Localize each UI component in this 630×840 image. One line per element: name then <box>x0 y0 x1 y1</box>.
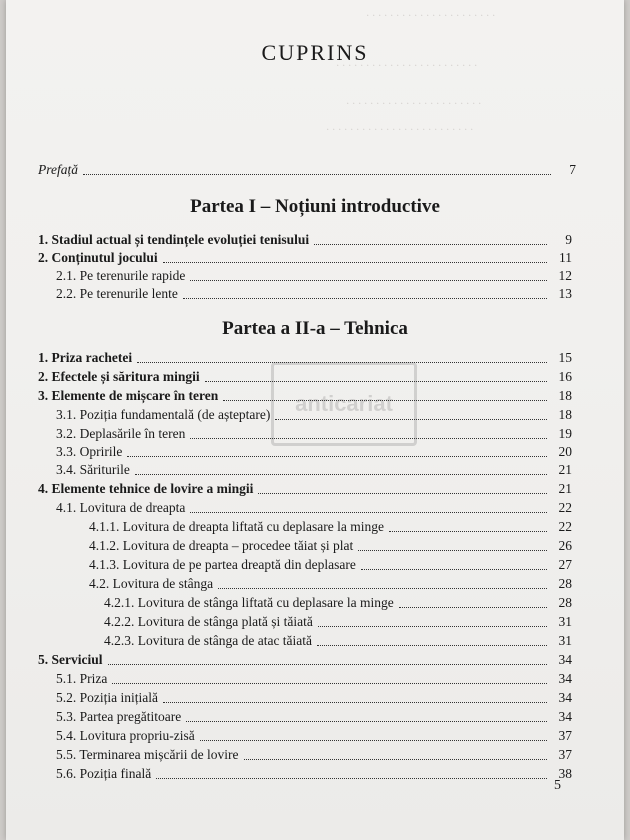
toc-label: 5.2. Poziția inițială <box>56 690 158 705</box>
show-through-text: · · · · · · · · · · · · · · · · · · · · · · · <box>346 96 481 110</box>
leader-dots <box>318 626 547 627</box>
toc-entry <box>38 652 572 668</box>
toc-label: 2. Conținutul jocului <box>38 250 158 265</box>
leader-dots <box>389 531 547 532</box>
toc-page: 21 <box>558 481 572 496</box>
toc-entry <box>38 481 572 497</box>
toc-label: 5.5. Terminarea mișcării de lovire <box>56 747 239 762</box>
toc-label: 4.1. Lovitura de dreapta <box>56 500 186 515</box>
leader-dots <box>399 607 547 608</box>
toc-entry <box>56 268 572 284</box>
toc-entry <box>56 444 572 460</box>
toc-page: 9 <box>565 232 572 247</box>
toc-page: 20 <box>558 444 572 459</box>
toc-entry <box>89 557 572 573</box>
leader-dots <box>190 280 547 281</box>
toc-page: 37 <box>558 747 572 762</box>
book-page <box>6 0 624 840</box>
leader-dots <box>190 512 547 513</box>
toc-page: 7 <box>569 162 576 177</box>
toc-label: 4.1.3. Lovitura de pe partea dreaptă din deplasare <box>89 557 356 572</box>
toc-page: 18 <box>558 407 572 422</box>
toc-page: 12 <box>558 268 572 283</box>
leader-dots <box>258 493 547 494</box>
toc-entry <box>104 614 572 630</box>
toc-label: 5.3. Partea pregătitoare <box>56 709 182 724</box>
leader-dots <box>186 721 547 722</box>
toc-page: 15 <box>558 350 572 365</box>
toc-page: 13 <box>558 286 572 301</box>
toc-label: 5.4. Lovitura propriu-zisă <box>56 728 195 743</box>
toc-page: 21 <box>558 462 572 477</box>
toc-label: 5. Serviciul <box>38 652 103 667</box>
toc-label: 1. Priza rachetei <box>38 350 133 365</box>
toc-label: 3. Elemente de mișcare în teren <box>38 388 219 403</box>
toc-label: 5.1. Priza <box>56 671 108 686</box>
toc-entry <box>56 766 572 782</box>
leader-dots <box>156 778 547 779</box>
toc-label: 3.1. Poziția fundamentală (de așteptare) <box>56 407 271 422</box>
toc-label: 2. Efectele și săritura mingii <box>38 369 200 384</box>
toc-page: 28 <box>558 595 572 610</box>
toc-entry <box>89 576 572 592</box>
leader-dots <box>244 759 548 760</box>
toc-entry <box>89 519 572 535</box>
leader-dots <box>314 244 547 245</box>
toc-label: Prefață <box>38 162 78 177</box>
leader-dots <box>137 362 547 363</box>
toc-page: 31 <box>558 614 572 629</box>
toc-page: 31 <box>558 633 572 648</box>
toc-entry <box>38 388 572 404</box>
leader-dots <box>183 298 547 299</box>
show-through-text: · · · · · · · · · · · · · · · · · · · · · · <box>366 8 495 22</box>
show-through-text: · · · · · · · · · · · · · · · · · · · · · · · · · <box>326 122 473 136</box>
leader-dots <box>163 262 547 263</box>
toc-entry <box>56 690 572 706</box>
toc-label: 4.2.2. Lovitura de stânga plată și tăiată <box>104 614 313 629</box>
toc-page: 34 <box>558 671 572 686</box>
toc-entry <box>56 286 572 302</box>
toc-page: 18 <box>558 388 572 403</box>
toc-page: 34 <box>558 652 572 667</box>
toc-entry <box>38 350 572 366</box>
toc-entry <box>56 709 572 725</box>
toc-entry <box>56 728 572 744</box>
toc-page: 22 <box>558 500 572 515</box>
leader-dots <box>317 645 547 646</box>
toc-entry <box>56 462 572 478</box>
toc-page: 34 <box>558 690 572 705</box>
leader-dots <box>358 550 547 551</box>
toc-entry <box>38 162 576 178</box>
toc-label: 3.3. Opririle <box>56 444 123 459</box>
toc-label: 4.1.2. Lovitura de dreapta – procedee tăiat și plat <box>89 538 354 553</box>
toc-page: 16 <box>558 369 572 384</box>
leader-dots <box>83 174 551 175</box>
toc-page: 34 <box>558 709 572 724</box>
leader-dots <box>361 569 547 570</box>
toc-entry <box>56 426 572 442</box>
toc-label: 3.4. Săriturile <box>56 462 130 477</box>
part-heading: Partea I – Noțiuni introductive <box>190 196 440 217</box>
toc-label: 3.2. Deplasările în teren <box>56 426 186 441</box>
toc-entry <box>38 250 572 266</box>
toc-label: 2.1. Pe terenurile rapide <box>56 268 186 283</box>
leader-dots <box>108 664 548 665</box>
toc-label: 4.2. Lovitura de stânga <box>89 576 214 591</box>
leader-dots <box>218 588 547 589</box>
toc-entry <box>56 407 572 423</box>
toc-label: 4.2.1. Lovitura de stânga liftată cu deplasare la minge <box>104 595 394 610</box>
toc-label: 4.1.1. Lovitura de dreapta liftată cu deplasare la minge <box>89 519 385 534</box>
toc-entry <box>56 747 572 763</box>
page-title: CUPRINS <box>261 40 369 65</box>
toc-page: 19 <box>558 426 572 441</box>
toc-entry <box>56 671 572 687</box>
toc-entry <box>89 538 572 554</box>
toc-page: 26 <box>558 538 572 553</box>
leader-dots <box>223 400 547 401</box>
watermark-stamp: anticariat <box>271 362 417 446</box>
leader-dots <box>135 474 547 475</box>
leader-dots <box>112 683 547 684</box>
leader-dots <box>190 438 547 439</box>
part-heading: Partea a II-a – Tehnica <box>222 318 408 339</box>
toc-label: 2.2. Pe terenurile lente <box>56 286 178 301</box>
leader-dots <box>127 456 547 457</box>
toc-label: 1. Stadiul actual și tendințele evoluției tenisului <box>38 232 310 247</box>
toc-page: 37 <box>558 728 572 743</box>
leader-dots <box>200 740 547 741</box>
show-through-text: · · · · · · · · · · · · · · · · · · · · · · · · <box>336 58 477 72</box>
toc-entry <box>38 369 572 385</box>
toc-entry <box>104 595 572 611</box>
toc-label: 4.2.3. Lovitura de stânga de atac tăiată <box>104 633 313 648</box>
leader-dots <box>205 381 547 382</box>
toc-page: 22 <box>558 519 572 534</box>
toc-entry <box>38 232 572 248</box>
toc-page: 38 <box>558 766 572 781</box>
leader-dots <box>163 702 547 703</box>
page-number: 5 <box>554 778 561 793</box>
toc-page: 28 <box>558 576 572 591</box>
toc-page: 27 <box>558 557 572 572</box>
toc-page: 11 <box>559 250 572 265</box>
toc-entry <box>56 500 572 516</box>
toc-label: 4. Elemente tehnice de lovire a mingii <box>38 481 254 496</box>
toc-label: 5.6. Poziția finală <box>56 766 152 781</box>
leader-dots <box>275 419 547 420</box>
toc-entry <box>104 633 572 649</box>
